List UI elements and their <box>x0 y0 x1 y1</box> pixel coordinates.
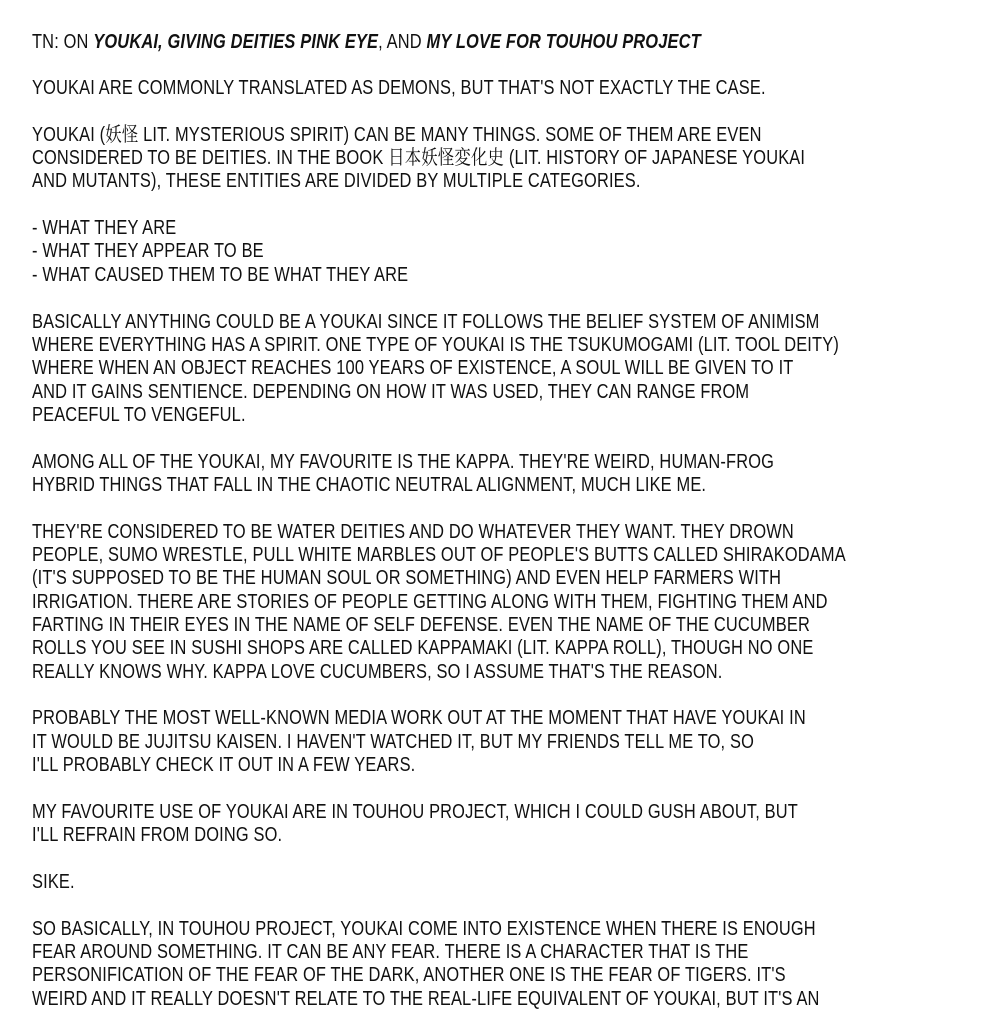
text-line: AND IT GAINS SENTIENCE. DEPENDING ON HOW IT WAS USED, THEY CAN RANGE FROM <box>32 381 750 403</box>
title-segment: YOUKAI, GIVING DEITIES PINK EYE <box>93 31 379 53</box>
text-line: THEY'RE CONSIDERED TO BE WATER DEITIES AND DO WHATEVER THEY WANT. THEY DROWN <box>32 521 794 543</box>
text-line: WEIRD AND IT REALLY DOESN'T RELATE TO THE REAL-LIFE EQUIVALENT OF YOUKAI, BUT IT'S AN <box>32 988 820 1010</box>
text-line: SO BASICALLY, IN TOUHOU PROJECT, YOUKAI COME INTO EXISTENCE WHEN THERE IS ENOUGH <box>32 918 816 940</box>
title-segment: TN: ON <box>32 31 94 53</box>
text-line: I'LL REFRAIN FROM DOING SO. <box>32 824 283 846</box>
text-line: PROBABLY THE MOST WELL-KNOWN MEDIA WORK OUT AT THE MOMENT THAT HAVE YOUKAI IN <box>32 707 806 729</box>
text-line: WHERE WHEN AN OBJECT REACHES 100 YEARS OF EXISTENCE, A SOUL WILL BE GIVEN TO IT <box>32 357 794 379</box>
note-title <box>32 31 701 53</box>
text-line: WHERE EVERYTHING HAS A SPIRIT. ONE TYPE OF YOUKAI IS THE TSUKUMOGAMI (LIT. TOOL DEITY) <box>32 334 839 356</box>
text-line: MY FAVOURITE USE OF YOUKAI ARE IN TOUHOU PROJECT, WHICH I COULD GUSH ABOUT, BUT <box>32 801 798 823</box>
text-line: YOUKAI ARE COMMONLY TRANSLATED AS DEMONS, BUT THAT'S NOT EXACTLY THE CASE. <box>32 77 766 99</box>
text-line: - WHAT CAUSED THEM TO BE WHAT THEY ARE <box>32 264 409 286</box>
text-line: - WHAT THEY ARE <box>32 217 177 239</box>
title-segment: , AND <box>378 31 427 53</box>
text-line: YOUKAI (妖怪 LIT. MYSTERIOUS SPIRIT) CAN BE MANY THINGS. SOME OF THEM ARE EVEN <box>32 124 762 146</box>
text-line: PEOPLE, SUMO WRESTLE, PULL WHITE MARBLES OUT OF PEOPLE'S BUTTS CALLED SHIRAKODAMA <box>32 544 846 566</box>
text-line: ROLLS YOU SEE IN SUSHI SHOPS ARE CALLED KAPPAMAKI (LIT. KAPPA ROLL), THOUGH NO ONE <box>32 637 814 659</box>
text-line: IT WOULD BE JUJITSU KAISEN. I HAVEN'T WATCHED IT, BUT MY FRIENDS TELL ME TO, SO <box>32 731 755 753</box>
text-line: I'LL PROBABLY CHECK IT OUT IN A FEW YEARS. <box>32 754 416 776</box>
text-line: AND MUTANTS), THESE ENTITIES ARE DIVIDED BY MULTIPLE CATEGORIES. <box>32 170 641 192</box>
text-line: REALLY KNOWS WHY. KAPPA LOVE CUCUMBERS, SO I ASSUME THAT'S THE REASON. <box>32 661 723 683</box>
text-line: BASICALLY ANYTHING COULD BE A YOUKAI SINCE IT FOLLOWS THE BELIEF SYSTEM OF ANIMISM <box>32 311 820 333</box>
text-line: SIKE. <box>32 871 75 893</box>
text-line: (IT'S SUPPOSED TO BE THE HUMAN SOUL OR SOMETHING) AND EVEN HELP FARMERS WITH <box>32 567 782 589</box>
text-line: IRRIGATION. THERE ARE STORIES OF PEOPLE GETTING ALONG WITH THEM, FIGHTING THEM AND <box>32 591 828 613</box>
text-line: AMONG ALL OF THE YOUKAI, MY FAVOURITE IS THE KAPPA. THEY'RE WEIRD, HUMAN-FROG <box>32 451 775 473</box>
text-line: PEACEFUL TO VENGEFUL. <box>32 404 246 426</box>
title-segment: MY LOVE FOR TOUHOU PROJECT <box>426 31 701 53</box>
text-line: HYBRID THINGS THAT FALL IN THE CHAOTIC NEUTRAL ALIGNMENT, MUCH LIKE ME. <box>32 474 707 496</box>
text-line: - WHAT THEY APPEAR TO BE <box>32 240 264 262</box>
text-line: CONSIDERED TO BE DEITIES. IN THE BOOK 日本妖怪変化史 (LIT. HISTORY OF JAPANESE YOUKAI <box>32 147 806 169</box>
text-line: FARTING IN THEIR EYES IN THE NAME OF SELF DEFENSE. EVEN THE NAME OF THE CUCUMBER <box>32 614 810 636</box>
text-line: PERSONIFICATION OF THE FEAR OF THE DARK, ANOTHER ONE IS THE FEAR OF TIGERS. IT'S <box>32 964 786 986</box>
text-line: FEAR AROUND SOMETHING. IT CAN BE ANY FEAR. THERE IS A CHARACTER THAT IS THE <box>32 941 749 963</box>
